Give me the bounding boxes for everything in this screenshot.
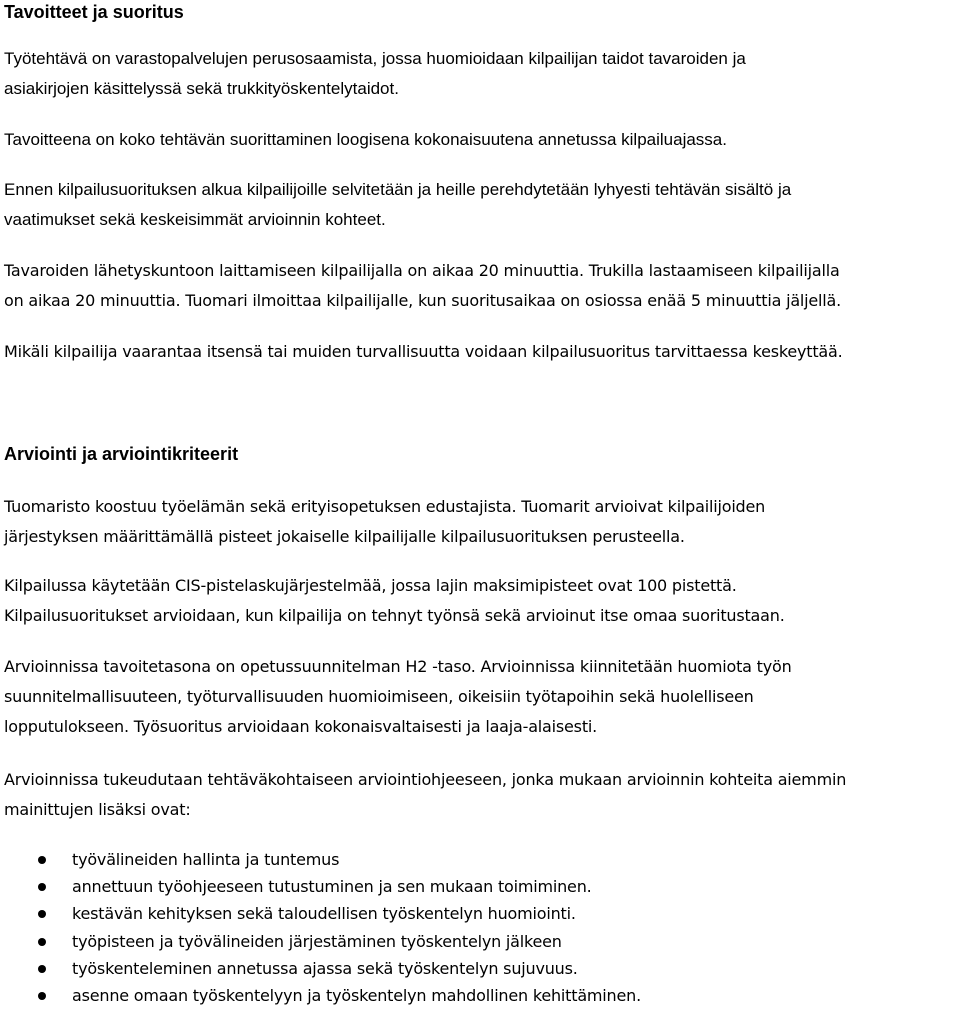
text-line: Kilpailusuoritukset arvioidaan, kun kilpailija on tehnyt työnsä sekä arvioinut itse omaa suoritustaan. [4, 606, 785, 625]
bullet-icon [38, 883, 46, 891]
section-heading-goals: Tavoitteet ja suoritus [4, 2, 184, 22]
text-line: Kilpailussa käytetään CIS-pistelaskujärjestelmää, jossa lajin maksimipisteet ovat 100 pistettä. [4, 576, 737, 595]
list-item-text: työpisteen ja työvälineiden järjestäminen työskentelyn jälkeen [72, 931, 562, 951]
text-line: Tavoitteena on koko tehtävän suorittaminen loogisena kokonaisuutena annetussa kilpailuajassa. [4, 130, 727, 149]
text-line: Mikäli kilpailija vaarantaa itsensä tai muiden turvallisuutta voidaan kilpailusuoritus tarvittaessa keskeyttää. [4, 342, 843, 361]
paragraph-jury [4, 492, 958, 552]
list-item [4, 900, 641, 927]
bullet-icon [38, 992, 46, 1000]
list-item [4, 982, 641, 1009]
paragraph-time-limits [4, 256, 958, 316]
text-line: Arvioinnissa tavoitetasona on opetussuunnitelman H2 -taso. Arvioinnissa kiinnitetään huomiota työn [4, 657, 792, 676]
list-item-text: työskenteleminen annetussa ajassa sekä työskentelyn sujuvuus. [72, 958, 578, 978]
list-item-text: työvälineiden hallinta ja tuntemus [72, 850, 340, 869]
paragraph-assessment-guide [4, 765, 958, 825]
text-line: lopputulokseen. Työsuoritus arvioidaan kokonaisvaltaisesti ja laaja-alaisesti. [4, 717, 598, 736]
text-line: on aikaa 20 minuuttia. Tuomari ilmoittaa kilpailijalle, kun suoritusaikaa on osiossa enää 5 minuuttia jäljellä. [4, 291, 842, 310]
paragraph-goal [4, 125, 958, 155]
section-heading-assessment: Arviointi ja arviointikriteerit [4, 444, 239, 464]
bullet-icon [38, 938, 46, 946]
text-line: Tuomaristo koostuu työelämän sekä erityisopetuksen edustajista. Tuomarit arvioivat kilpailijoiden [4, 497, 766, 516]
bullet-icon [38, 856, 46, 864]
assessment-criteria-list [4, 846, 641, 1009]
text-line: suunnitelmallisuuteen, työturvallisuuden huomioimiseen, oikeisiin työtapoihin sekä huolelliseen [4, 687, 754, 706]
text-line: järjestyksen määrittämällä pisteet jokaiselle kilpailijalle kilpailusuorituksen perusteella. [4, 527, 685, 546]
text-line: Ennen kilpailusuorituksen alkua kilpailijoille selvitetään ja heille perehdytetään lyhyesti tehtävän sisältö ja [4, 180, 792, 199]
text-line: Työtehtävä on varastopalvelujen perusosaamista, jossa huomioidaan kilpailijan taidot tavaroiden ja [4, 49, 746, 68]
list-item-text: kestävän kehityksen sekä taloudellisen työskentelyn huomiointi. [72, 904, 576, 924]
paragraph-safety [4, 337, 958, 367]
list-item [4, 846, 641, 873]
list-item-text: asenne omaan työskentelyyn ja työskentelyn mahdollinen kehittäminen. [72, 985, 641, 1005]
text-line: mainittujen lisäksi ovat: [4, 800, 191, 819]
list-item [4, 955, 641, 982]
bullet-icon [38, 965, 46, 973]
text-line: vaatimukset sekä keskeisimmät arvioinnin kohteet. [4, 210, 386, 229]
paragraph-orientation [4, 175, 958, 235]
text-line: asiakirjojen käsittelyssä sekä trukkityöskentelytaidot. [4, 79, 399, 98]
paragraph-scoring-system [4, 571, 958, 631]
text-line: Tavaroiden lähetyskuntoon laittamiseen kilpailijalla on aikaa 20 minuuttia. Trukilla lastaamiseen kilpailijalla [4, 261, 840, 280]
bullet-icon [38, 910, 46, 918]
text-line: Arvioinnissa tukeudutaan tehtäväkohtaiseen arviointiohjeeseen, jonka mukaan arvioinnin kohteita aiemmin [4, 770, 847, 789]
list-item-text: annettuun työohjeeseen tutustuminen ja sen mukaan toimiminen. [72, 877, 592, 897]
list-item [4, 928, 641, 955]
paragraph-task-description [4, 44, 958, 104]
paragraph-target-level [4, 652, 958, 742]
list-item [4, 873, 641, 900]
